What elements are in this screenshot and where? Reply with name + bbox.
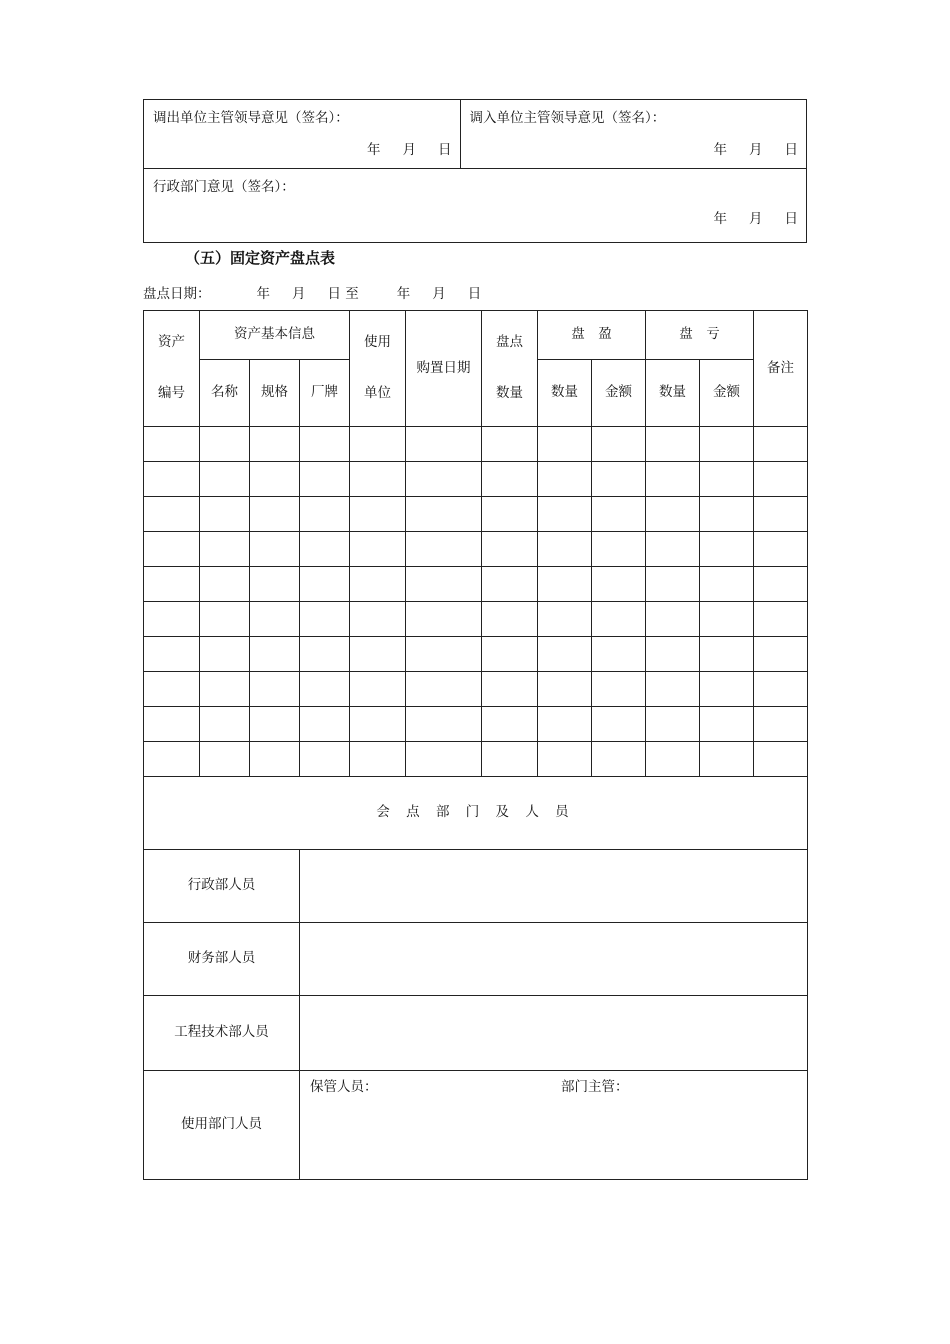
deficit-amount-header: 金额 <box>700 360 754 427</box>
table-cell[interactable] <box>200 637 250 672</box>
signoff-title-row <box>144 777 808 850</box>
table-cell[interactable] <box>592 567 646 602</box>
basic-info-header: 资产基本信息 <box>200 311 350 360</box>
data-rows <box>144 427 808 777</box>
table-cell[interactable] <box>200 707 250 742</box>
table-cell[interactable] <box>350 532 406 567</box>
table-row <box>144 427 808 462</box>
table-cell[interactable] <box>592 462 646 497</box>
signoff-engineering-row <box>144 996 808 1071</box>
signoff-user-dept-label: 使用部门人员 <box>144 1071 300 1180</box>
table-cell[interactable] <box>300 742 350 777</box>
name-header: 名称 <box>200 360 250 427</box>
table-cell[interactable] <box>300 637 350 672</box>
table-cell[interactable] <box>592 707 646 742</box>
table-cell[interactable] <box>350 497 406 532</box>
table-cell[interactable] <box>700 462 754 497</box>
table-cell[interactable] <box>646 672 700 707</box>
table-cell[interactable] <box>300 462 350 497</box>
table-cell[interactable] <box>482 532 538 567</box>
table-cell[interactable] <box>300 672 350 707</box>
purchase-date-header: 购置日期 <box>406 311 482 427</box>
table-cell[interactable] <box>144 742 200 777</box>
table-cell[interactable] <box>700 637 754 672</box>
count-qty-header: 盘点 数量 <box>482 311 538 427</box>
surplus-amount-header: 金额 <box>592 360 646 427</box>
table-cell[interactable] <box>754 497 808 532</box>
table-cell[interactable] <box>538 497 592 532</box>
table-cell[interactable] <box>700 742 754 777</box>
table-cell[interactable] <box>482 602 538 637</box>
deficit-qty-header: 数量 <box>646 360 700 427</box>
spec-header: 规格 <box>250 360 300 427</box>
table-cell[interactable] <box>646 707 700 742</box>
table-cell[interactable] <box>350 637 406 672</box>
header-row-1 <box>144 311 808 360</box>
table-cell[interactable] <box>406 567 482 602</box>
table-cell[interactable] <box>200 462 250 497</box>
signoff-title: 会 点 部 门 及 人 员 <box>144 777 808 850</box>
inventory-table <box>143 310 808 1180</box>
table-cell[interactable] <box>144 532 200 567</box>
table-cell[interactable] <box>700 707 754 742</box>
table-cell[interactable] <box>592 637 646 672</box>
table-cell[interactable] <box>538 707 592 742</box>
table-cell[interactable] <box>482 742 538 777</box>
table-cell[interactable] <box>144 427 200 462</box>
table-row <box>144 567 808 602</box>
table-cell[interactable] <box>350 742 406 777</box>
table-cell[interactable] <box>350 602 406 637</box>
table-cell[interactable] <box>700 532 754 567</box>
table-cell[interactable] <box>700 672 754 707</box>
table-row <box>144 742 808 777</box>
table-cell[interactable] <box>646 742 700 777</box>
table-cell[interactable] <box>482 707 538 742</box>
table-cell[interactable] <box>250 707 300 742</box>
signoff-admin-label: 行政部人员 <box>144 850 300 923</box>
table-cell[interactable] <box>406 462 482 497</box>
table-cell[interactable] <box>300 707 350 742</box>
table-cell[interactable] <box>754 462 808 497</box>
table-row <box>144 532 808 567</box>
table-cell[interactable] <box>482 462 538 497</box>
signoff-user-dept-field[interactable] <box>300 1071 808 1180</box>
table-row <box>144 462 808 497</box>
table-cell[interactable] <box>300 602 350 637</box>
table-cell[interactable] <box>406 707 482 742</box>
table-cell[interactable] <box>538 462 592 497</box>
table-cell[interactable] <box>538 567 592 602</box>
table-cell[interactable] <box>144 637 200 672</box>
table-cell[interactable] <box>300 532 350 567</box>
table-cell[interactable] <box>646 497 700 532</box>
table-cell[interactable] <box>538 742 592 777</box>
table-cell[interactable] <box>250 637 300 672</box>
table-cell[interactable] <box>754 567 808 602</box>
table-cell[interactable] <box>406 637 482 672</box>
admin-label: 行政部门意见（签名）： <box>153 179 295 195</box>
table-cell[interactable] <box>538 602 592 637</box>
table-cell[interactable] <box>754 672 808 707</box>
table-cell[interactable] <box>646 532 700 567</box>
out-unit-label: 调出单位主管领导意见（签名）： <box>153 110 349 126</box>
use-unit-header: 使用 单位 <box>350 311 406 427</box>
table-cell[interactable] <box>754 707 808 742</box>
table-cell[interactable] <box>406 672 482 707</box>
table-cell[interactable] <box>592 742 646 777</box>
surplus-header: 盘 盈 <box>538 311 646 360</box>
table-cell[interactable] <box>406 497 482 532</box>
section-title: （五）固定资产盘点表 <box>185 249 336 267</box>
table-cell[interactable] <box>592 672 646 707</box>
signoff-admin-row <box>144 850 808 923</box>
table-cell[interactable] <box>144 672 200 707</box>
out-unit-date: 年 月 日 <box>367 142 452 158</box>
in-unit-date: 年 月 日 <box>713 142 798 158</box>
table-cell[interactable] <box>482 637 538 672</box>
table-cell[interactable] <box>646 462 700 497</box>
signoff-admin-field[interactable] <box>300 850 808 923</box>
table-cell[interactable] <box>538 532 592 567</box>
signoff-engineering-label: 工程技术部人员 <box>144 996 300 1071</box>
table-cell[interactable] <box>592 602 646 637</box>
table-cell[interactable] <box>754 742 808 777</box>
approval-row-admin <box>144 169 807 243</box>
table-cell[interactable] <box>200 497 250 532</box>
table-cell[interactable] <box>538 672 592 707</box>
table-cell[interactable] <box>144 602 200 637</box>
table-row <box>144 602 808 637</box>
table-cell[interactable] <box>482 427 538 462</box>
table-cell[interactable] <box>592 532 646 567</box>
table-row <box>144 707 808 742</box>
in-unit-label: 调入单位主管领导意见（签名）： <box>469 110 666 126</box>
signoff-user-dept-row <box>144 1071 808 1180</box>
table-cell[interactable] <box>300 427 350 462</box>
surplus-qty-header: 数量 <box>538 360 592 427</box>
table-cell[interactable] <box>144 707 200 742</box>
table-cell[interactable] <box>250 742 300 777</box>
table-cell[interactable] <box>700 497 754 532</box>
table-cell[interactable] <box>482 567 538 602</box>
table-cell[interactable] <box>350 672 406 707</box>
table-cell[interactable] <box>250 672 300 707</box>
table-cell[interactable] <box>406 532 482 567</box>
table-cell[interactable] <box>200 567 250 602</box>
table-row <box>144 672 808 707</box>
table-cell[interactable] <box>300 567 350 602</box>
table-cell[interactable] <box>406 602 482 637</box>
out-unit-cell[interactable] <box>144 100 461 169</box>
in-unit-cell[interactable] <box>460 100 806 169</box>
table-cell[interactable] <box>754 532 808 567</box>
asset-no-header: 资产 编号 <box>144 311 200 427</box>
table-cell[interactable] <box>350 707 406 742</box>
table-cell[interactable] <box>350 567 406 602</box>
signoff-finance-label: 财务部人员 <box>144 923 300 996</box>
inventory-date-line: 盘点日期： 年 月 日 至 年 月 日 <box>143 282 481 302</box>
inventory-date-label: 盘点日期： <box>143 286 211 302</box>
table-cell[interactable] <box>538 427 592 462</box>
table-cell[interactable] <box>144 567 200 602</box>
deficit-header: 盘 亏 <box>646 311 754 360</box>
signoff-engineering-field[interactable] <box>300 996 808 1071</box>
table-cell[interactable] <box>538 637 592 672</box>
table-cell[interactable] <box>754 637 808 672</box>
remark-header: 备注 <box>754 311 808 427</box>
table-cell[interactable] <box>250 602 300 637</box>
table-cell[interactable] <box>250 462 300 497</box>
table-cell[interactable] <box>200 672 250 707</box>
table-cell[interactable] <box>592 497 646 532</box>
table-cell[interactable] <box>200 742 250 777</box>
table-cell[interactable] <box>646 427 700 462</box>
table-cell[interactable] <box>754 427 808 462</box>
approval-row-units <box>144 100 807 169</box>
table-cell[interactable] <box>250 567 300 602</box>
table-cell[interactable] <box>700 602 754 637</box>
signoff-finance-field[interactable] <box>300 923 808 996</box>
table-cell[interactable] <box>200 532 250 567</box>
table-cell[interactable] <box>250 427 300 462</box>
signoff-finance-row <box>144 923 808 996</box>
dept-head-label: 部门主管： <box>561 1079 629 1095</box>
table-cell[interactable] <box>646 637 700 672</box>
keeper-label: 保管人员： <box>310 1079 378 1095</box>
table-cell[interactable] <box>350 462 406 497</box>
table-row <box>144 497 808 532</box>
table-cell[interactable] <box>250 497 300 532</box>
table-cell[interactable] <box>482 672 538 707</box>
table-cell[interactable] <box>700 427 754 462</box>
brand-header: 厂牌 <box>300 360 350 427</box>
admin-cell[interactable] <box>144 169 807 243</box>
table-cell[interactable] <box>482 497 538 532</box>
table-cell[interactable] <box>406 427 482 462</box>
approval-table <box>143 99 807 243</box>
table-cell[interactable] <box>200 427 250 462</box>
table-cell[interactable] <box>350 427 406 462</box>
table-row <box>144 637 808 672</box>
table-cell[interactable] <box>144 462 200 497</box>
table-cell[interactable] <box>700 567 754 602</box>
table-cell[interactable] <box>754 602 808 637</box>
table-cell[interactable] <box>200 602 250 637</box>
table-cell[interactable] <box>592 427 646 462</box>
table-cell[interactable] <box>144 497 200 532</box>
table-cell[interactable] <box>406 742 482 777</box>
table-cell[interactable] <box>646 567 700 602</box>
table-cell[interactable] <box>250 532 300 567</box>
table-cell[interactable] <box>300 497 350 532</box>
table-cell[interactable] <box>646 602 700 637</box>
admin-date: 年 月 日 <box>713 211 798 227</box>
